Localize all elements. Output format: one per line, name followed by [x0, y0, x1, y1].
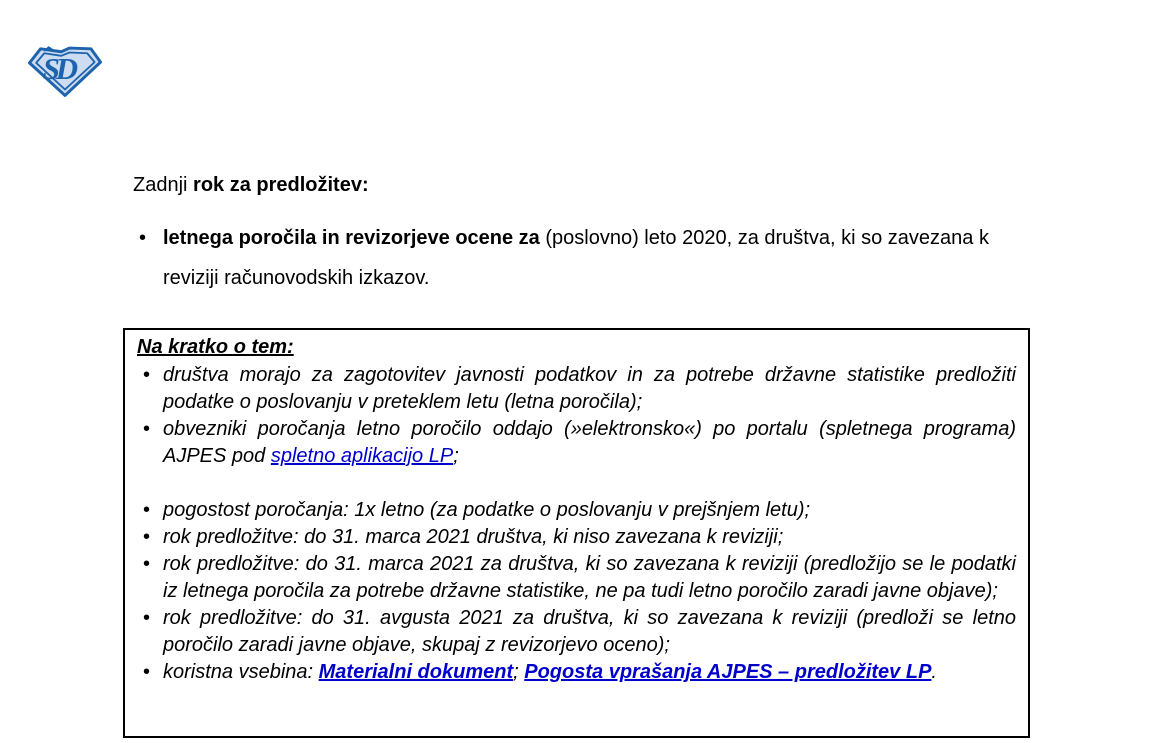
heading-prefix: Zadnji: [133, 174, 194, 196]
hyperlink[interactable]: spletno aplikacijo LP: [270, 445, 454, 467]
box-bullet-item: [137, 551, 1016, 605]
hyperlink[interactable]: Pogosta vprašanja AJPES – predložitev LP: [524, 661, 932, 683]
bullet-text-segment: rok predložitve: do 31. marca 2021 za društva, ki so zavezana k reviziji (predložijo se le podatki iz letnega poročila za potrebe državne statistike, ne pa tudi letno poročilo zaradi javne objave);: [163, 553, 1016, 602]
bullet-text-segment: rok predložitve: do 31. avgusta 2021 za društva, ki so zavezana k reviziji (predloži se letno poročilo zaradi javne objave, skupaj z revizorjevo oceno);: [163, 607, 1016, 656]
hyperlink[interactable]: Materialni dokument: [318, 661, 514, 683]
box-title: Na kratko o tem:: [137, 336, 294, 358]
sd-logo: [28, 43, 102, 99]
bullet-text-segment: pogostost poročanja: 1x letno (za podatke o poslovanju v prejšnjem letu);: [163, 499, 811, 521]
bullet-text-segment: rok predložitve: do 31. marca 2021 društva, ki niso zavezana k reviziji;: [163, 526, 784, 548]
bullet-text-segment: ;: [453, 445, 459, 467]
bullet-marker: •: [139, 227, 147, 249]
bullet-text-segment: obvezniki poročanja letno poročilo oddajo (»elektronsko«) po portalu (spletnega programa) AJPES pod: [163, 418, 1016, 467]
box-bullet-item: [137, 659, 1016, 686]
sd-shield-icon: [28, 43, 102, 99]
box-bullet-list: [137, 362, 1016, 686]
bullet-text-segment: društva morajo za zagotovitev javnosti podatkov in za potrebe državne statistike predložiti podatke o poslovanju v preteklem letu (letna poročila);: [163, 364, 1016, 413]
intro-bullet-text: [163, 218, 1027, 298]
heading-bold: rok za predložitev:: [193, 174, 369, 196]
bullet-text-segment: koristna vsebina:: [163, 661, 319, 683]
bullet-text-segment: ;: [513, 661, 525, 683]
box-bullet-item: [137, 362, 1016, 416]
bullet-text-segment: .: [931, 661, 937, 683]
intro-bullet-paragraph: [137, 218, 1027, 298]
intro-regular-text: (poslovno) leto 2020, za društva, ki so zavezana k reviziji računovodskih izkazov.: [163, 227, 989, 289]
box-bullet-item: [137, 524, 1016, 551]
box-bullet-item: [137, 416, 1016, 470]
box-bullet-item: [137, 497, 1016, 524]
logo-letters: SD: [42, 51, 74, 87]
deadline-heading: [133, 172, 369, 198]
summary-info-box: [123, 328, 1030, 738]
box-bullet-item: [137, 605, 1016, 659]
intro-bold-text: letnega poročila in revizorjeve ocene za: [163, 227, 540, 249]
